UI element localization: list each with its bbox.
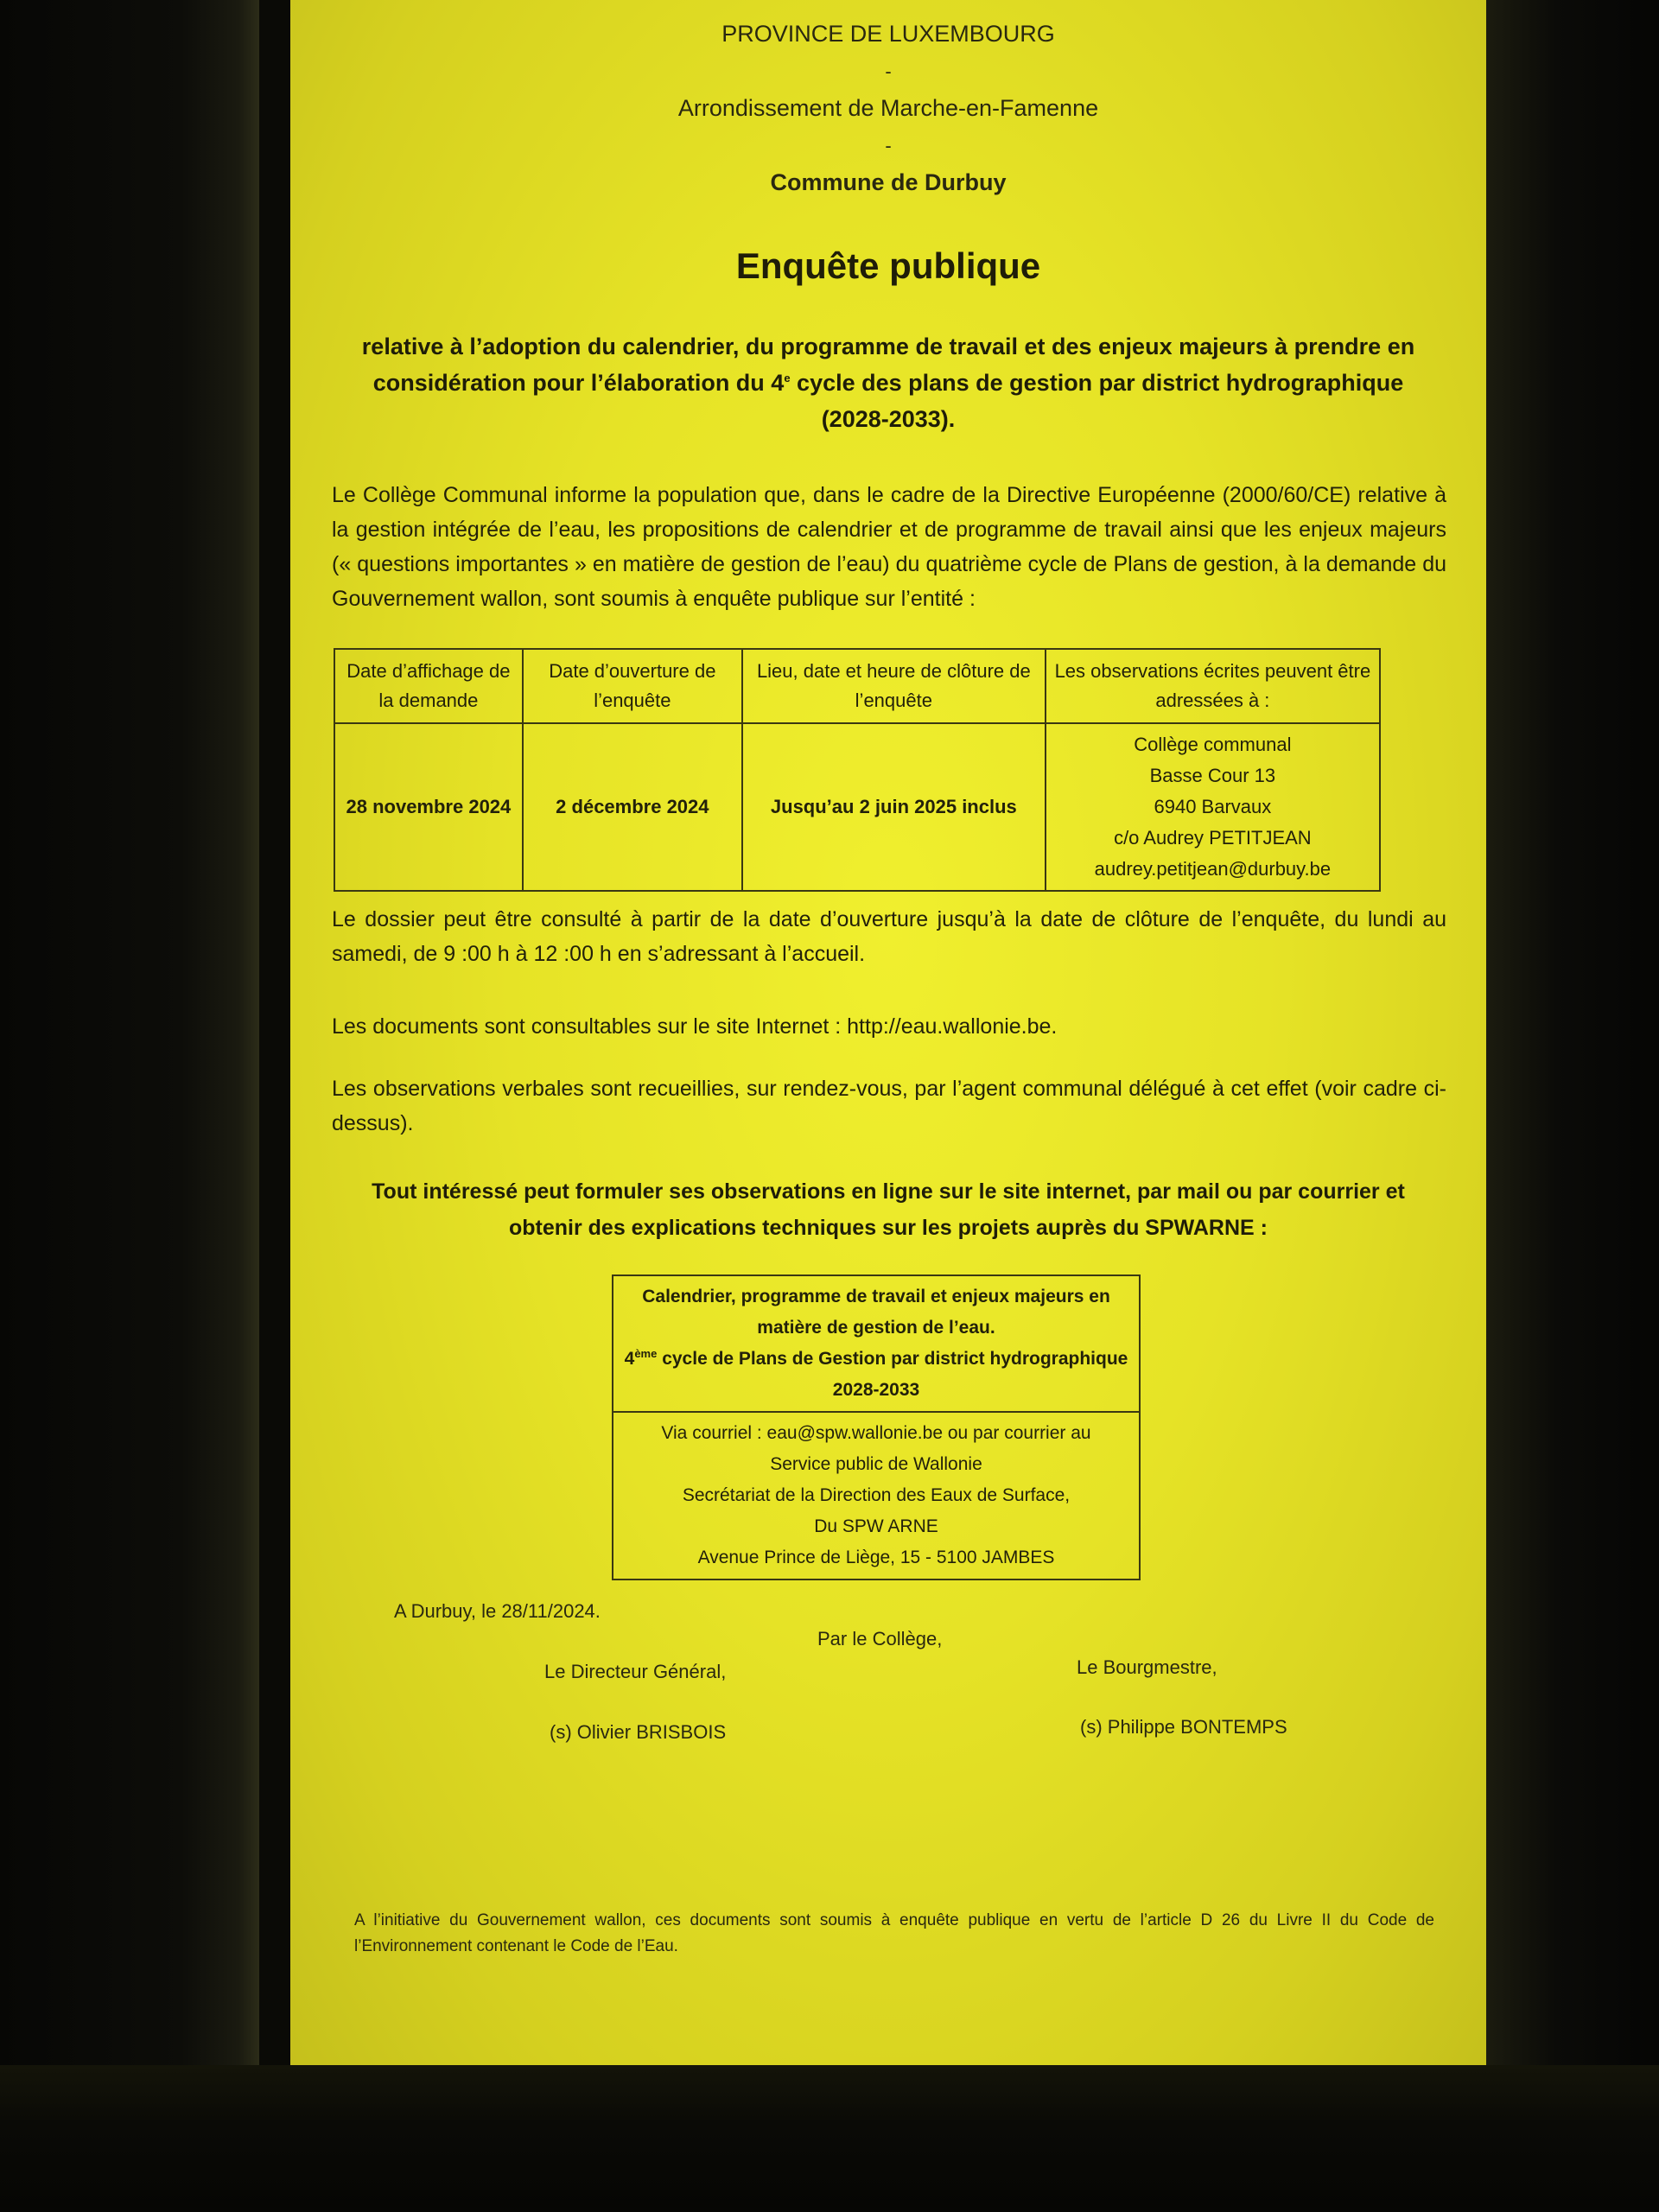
legal-footnote: A l’initiative du Gouvernement wallon, ces documents sont soumis à enquête publique en vertu de l’article D 26 du Livre II du Code de l’Environnement contenant le Code de l’Eau. (354, 1911, 1434, 1955)
bourgmestre-signature: (s) Philippe BONTEMPS (1080, 1716, 1287, 1738)
bourgmestre-title: Le Bourgmestre, (1077, 1656, 1217, 1678)
spw-table-head (613, 1275, 1140, 1412)
par-le-college: Par le Collège, (817, 1628, 943, 1649)
header-observations: Les observations écrites peuvent être adressées à : (1046, 649, 1380, 723)
header-date-affichage: Date d’affichage de la demande (334, 649, 523, 723)
cell-date-ouverture: 2 décembre 2024 (523, 723, 742, 891)
table-row (334, 723, 1380, 891)
header-separator: - (885, 135, 892, 156)
address-email: audrey.petitjean@durbuy.be (1094, 858, 1332, 880)
directeur-signature: (s) Olivier BRISBOIS (550, 1721, 727, 1743)
spw-body-line: Du SPW ARNE (814, 1516, 938, 1536)
arrondissement-heading: Arrondissement de Marche-en-Famenne (677, 95, 1099, 121)
cell-date-affichage: 28 novembre 2024 (334, 723, 523, 891)
notice-subtitle (342, 328, 1434, 437)
website-paragraph: Les documents sont consultables sur le site Internet : http://eau.wallonie.be. (332, 1014, 1058, 1039)
consultation-paragraph: Le dossier peut être consulté à partir de la date d’ouverture jusqu’à la date de clôture de l’enquête, du lundi au samedi, de 9 :00 h à 12 :00 h en s’adressant à l’accueil. (332, 907, 1446, 966)
address-line: 6940 Barvaux (1154, 796, 1272, 817)
commune-heading: Commune de Durbuy (770, 169, 1007, 195)
subtitle-line-2: considération pour l’élaboration du 4e cycle des plans de gestion par district hydrographique (372, 370, 1404, 396)
spw-table-head-row (613, 1275, 1140, 1412)
province-heading: PROVINCE DE LUXEMBOURG (721, 21, 1055, 47)
header-date-ouverture: Date d’ouverture de l’enquête (523, 649, 742, 723)
address-line: Basse Cour 13 (1149, 765, 1276, 786)
display-case-frame-bottom (0, 2065, 1659, 2212)
spw-head-line: 4ème cycle de Plans de Gestion par district hydrographique (624, 1347, 1128, 1369)
spw-body-line: Service public de Wallonie (770, 1454, 982, 1474)
spw-table-body-row (613, 1412, 1140, 1580)
cell-cloture: Jusqu’au 2 juin 2025 inclus (742, 723, 1046, 891)
public-notice-poster (290, 0, 1486, 2065)
spw-body-line: Via courriel : eau@spw.wallonie.be ou par courrier au (661, 1423, 1091, 1443)
spw-head-line: matière de gestion de l’eau. (757, 1318, 995, 1338)
subtitle-line-1: relative à l’adoption du calendrier, du programme de travail et des enjeux majeurs à prendre en (361, 334, 1415, 359)
header-cloture: Lieu, date et heure de clôture de l’enquête (742, 649, 1046, 723)
table-header-row (334, 649, 1380, 723)
display-case-frame-left (0, 0, 259, 2212)
place-date: A Durbuy, le 28/11/2024. (394, 1600, 601, 1622)
spw-head-line: 2028-2033 (832, 1380, 920, 1400)
spw-body-line: Secrétariat de la Direction des Eaux de Surface, (682, 1485, 1071, 1505)
enquiry-dates-table (334, 648, 1381, 892)
notice-title: Enquête publique (735, 245, 1041, 286)
online-observations-paragraph: Tout intéressé peut formuler ses observations en ligne sur le site internet, par mail ou par courrier et obtenir des explications techniques sur les projets auprès du SPWARNE : (372, 1179, 1405, 1240)
address-line: c/o Audrey PETITJEAN (1114, 827, 1312, 849)
spw-table-body (613, 1412, 1140, 1580)
spw-head-line: Calendrier, programme de travail et enjeux majeurs en (642, 1287, 1110, 1306)
verbal-observations-paragraph: Les observations verbales sont recueillies, sur rendez-vous, par l’agent communal délégué à cet effet (voir cadre ci-dessus). (332, 1077, 1446, 1135)
address-line: Collège communal (1134, 734, 1292, 755)
directeur-title: Le Directeur Général, (544, 1661, 727, 1682)
spw-contact-table (612, 1274, 1141, 1580)
subtitle-line-3: (2028-2033). (821, 406, 956, 432)
cell-address (1046, 723, 1380, 891)
display-case-frame-right (1486, 0, 1659, 2212)
spw-body-line: Avenue Prince de Liège, 15 - 5100 JAMBES (697, 1548, 1055, 1567)
intro-paragraph: Le Collège Communal informe la population que, dans le cadre de la Directive Européenne (2000/60/CE) relative à la gestion intégrée de l’eau, les propositions de calendrier et de programme de travail ainsi que les enjeux majeurs (« questions importantes » en matière de gestion de l’eau) du quatrième cycle de Plans de gestion, à la demande du Gouvernement wallon, sont soumis à enquête publique sur l’entité : (332, 483, 1446, 611)
header-separator: - (885, 60, 892, 82)
